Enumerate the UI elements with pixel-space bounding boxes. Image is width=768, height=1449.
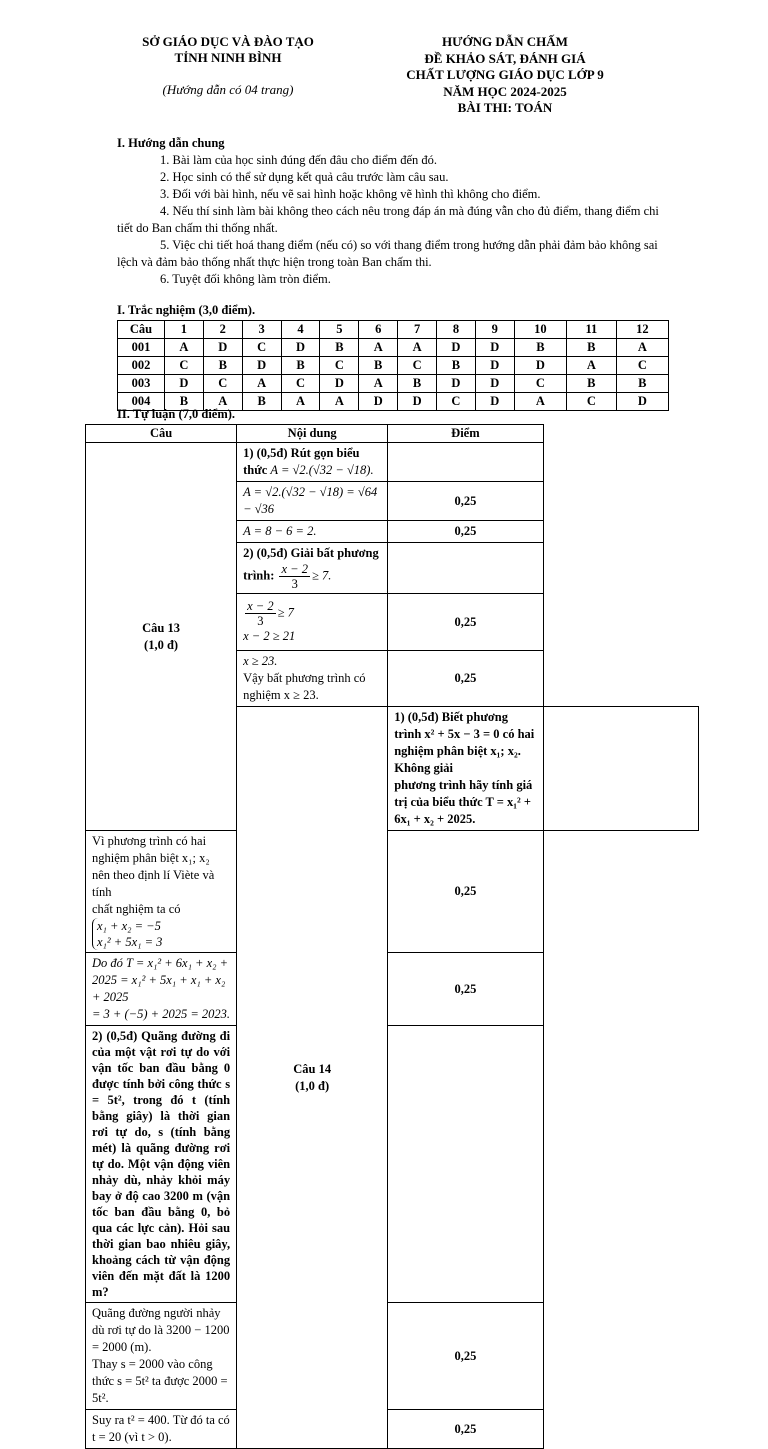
table-cell: 001 — [118, 339, 165, 357]
table-header-cell: 3 — [242, 321, 281, 339]
table-cell: B — [514, 339, 566, 357]
q14-part2-step: Quãng đường người nhảy dù rơi tự do là 3200 − 1200 = 2000 (m). Thay s = 2000 vào công thức s = 5t² ta được 2000 = 5t². — [86, 1303, 237, 1410]
column-header-points: Điểm — [388, 425, 543, 443]
guidance-item: 5. Việc chi tiết hoá thang điểm (nếu có) so với thang điểm trong hướng dẫn phải đảm bảo không sai lệch và đảm bảo thống nhất thực hiện trong toàn Ban chấm thi. — [117, 238, 658, 269]
guidance-item: 6. Tuyệt đối không làm tròn điểm. — [160, 272, 331, 286]
table-cell: D — [165, 375, 204, 393]
q13-part1-step: A = √2.(√32 − √18) = √64 − √36 — [237, 482, 388, 521]
table-row — [86, 443, 699, 482]
table-cell: B — [242, 393, 281, 411]
points-cell — [388, 543, 543, 594]
multiple-choice-heading: I. Trắc nghiệm (3,0 điểm). — [117, 303, 256, 317]
table-header-cell: 6 — [359, 321, 398, 339]
table-cell: A — [567, 357, 617, 375]
q14-part2-step: Suy ra t² = 400. Từ đó ta có t = 20 (vì t > 0). — [86, 1410, 237, 1449]
table-cell: D — [437, 339, 476, 357]
guidance-item: 2. Học sinh có thể sử dụng kết quả câu trước làm câu sau. — [160, 170, 449, 184]
guidance-item: 1. Bài làm của học sinh đúng đến đâu cho điểm đến đó. — [160, 153, 438, 167]
department-name: SỞ GIÁO DỤC VÀ ĐÀO TẠO — [142, 34, 314, 49]
table-cell: A — [359, 375, 398, 393]
table-cell: A — [242, 375, 281, 393]
points-cell: 0,25 — [388, 953, 543, 1026]
table-row — [86, 953, 699, 1026]
table-cell: C — [398, 357, 437, 375]
table-cell: B — [616, 375, 668, 393]
q14-part1-prompt: 1) (0,5đ) Biết phương trình x² + 5x − 3 = 0 có hai nghiệm phân biệt x₁; x₂. Không giải phương trình hãy tính giá trị của biểu thức T = x₁² + 6x₁ + x₂ + 2025. — [388, 707, 543, 831]
q14-part2-prompt: 2) (0,5đ) Quãng đường đi của một vật rơi tự do với vận tốc ban đầu bằng 0 được tính bởi công thức s = 5t², trong đó t (tính bằng giây) là thời gian rơi tự do, s (tính bằng mét) là quãng đường rơi tự do. Một vận động viên nhảy dù, nhảy khỏi máy bay ở độ cao 3200 m (vận tốc ban đầu bằng 0, bỏ qua các lực cản). Hỏi sau thời gian bao nhiêu giây, khoảng cách từ vận động viên đến mặt đất là 1200 m? — [86, 1026, 237, 1303]
table-cell: A — [165, 339, 204, 357]
table-cell: D — [475, 339, 514, 357]
question-label-14: Câu 14 (1,0 đ) — [237, 707, 388, 1449]
fraction: $\frac{x - 2}{3}$ — [281, 562, 308, 591]
exam-subtitle: CHẤT LƯỢNG GIÁO DỤC LỚP 9 — [406, 67, 604, 82]
header-left — [118, 34, 338, 98]
subject: BÀI THI: TOÁN — [457, 100, 553, 115]
table-cell: C — [203, 375, 242, 393]
table-cell: 004 — [118, 393, 165, 411]
table-cell: C — [514, 375, 566, 393]
table-header-cell: 9 — [475, 321, 514, 339]
table-cell: 003 — [118, 375, 165, 393]
multiple-choice-answer-table — [117, 320, 669, 411]
table-cell: C — [165, 357, 204, 375]
header-right — [380, 34, 630, 117]
table-row — [86, 1026, 699, 1303]
table-cell: B — [567, 375, 617, 393]
q13-part2-step: x ≥ 23. Vậy bất phương trình có nghiệm x ≥ 23. — [237, 651, 388, 707]
fraction: $\frac{x - 2}{3}$ — [247, 599, 274, 628]
essay-grading-table — [85, 424, 699, 1449]
points-cell: 0,25 — [388, 831, 543, 953]
points-cell — [388, 1026, 543, 1303]
table-cell: C — [616, 357, 668, 375]
table-header-cell: 8 — [437, 321, 476, 339]
table-cell: D — [475, 393, 514, 411]
table-cell: C — [242, 339, 281, 357]
table-cell: A — [320, 393, 359, 411]
q13-part1-prompt: 1) (0,5đ) Rút gọn biểu thức A = √2.(√32 − √18). — [237, 443, 388, 482]
points-cell — [543, 707, 698, 831]
table-cell: B — [320, 339, 359, 357]
guidance-item: 4. Nếu thí sinh làm bài không theo cách nêu trong đáp án mà đúng vẫn cho đủ điểm, thang điểm chi tiết do Ban chấm thi thống nhất. — [117, 204, 659, 235]
table-cell: A — [359, 339, 398, 357]
table-cell: B — [281, 357, 320, 375]
guidance-item: 3. Đối với bài hình, nếu vẽ sai hình hoặc không vẽ hình thì không cho điểm. — [160, 187, 541, 201]
table-header-row — [118, 321, 669, 339]
table-cell: C — [281, 375, 320, 393]
table-header-cell: 5 — [320, 321, 359, 339]
table-header-cell: 12 — [616, 321, 668, 339]
table-cell: A — [281, 393, 320, 411]
table-cell: B — [398, 375, 437, 393]
table-cell: C — [320, 357, 359, 375]
table-cell: A — [203, 393, 242, 411]
province-name: TỈNH NINH BÌNH — [174, 50, 282, 65]
table-header-cell: Câu — [118, 321, 165, 339]
table-cell: D — [242, 357, 281, 375]
table-header-cell: 2 — [203, 321, 242, 339]
table-cell: D — [616, 393, 668, 411]
points-cell: 0,25 — [388, 651, 543, 707]
school-year: NĂM HỌC 2024-2025 — [443, 83, 567, 99]
points-cell: 0,25 — [388, 1303, 543, 1410]
table-row — [86, 1410, 699, 1449]
table-cell: A — [616, 339, 668, 357]
table-header-row — [86, 425, 699, 443]
table-cell: 002 — [118, 357, 165, 375]
table-cell: D — [475, 375, 514, 393]
q14-part1-step: Vì phương trình có hai nghiệm phân biệt x₁; x₂ nên theo định lí Viète và tính chất nghiệm ta có x₁ + x₂ = −5 x₁² + 5x₁ = 3 — [86, 831, 237, 953]
q13-part1-step: A = 8 − 6 = 2. — [237, 521, 388, 543]
table-row — [86, 1303, 699, 1410]
table-cell: A — [398, 339, 437, 357]
table-cell: C — [567, 393, 617, 411]
table-row — [118, 357, 669, 375]
table-cell: D — [281, 339, 320, 357]
question-label-13: Câu 13 (1,0 đ) — [86, 443, 237, 831]
table-cell: D — [320, 375, 359, 393]
q14-part1-step: Do đó T = x₁² + 6x₁ + x₂ + 2025 = x₁² + 5x₁ + x₁ + x₂ + 2025 = 3 + (−5) + 2025 = 2023. — [86, 953, 237, 1026]
table-cell: D — [203, 339, 242, 357]
points-cell: 0,25 — [388, 482, 543, 521]
equation-system: x₁ + x₂ = −5 x₁² + 5x₁ = 3 — [92, 918, 162, 950]
table-row — [118, 375, 669, 393]
table-row — [86, 831, 699, 953]
table-cell: D — [437, 375, 476, 393]
points-cell: 0,25 — [388, 521, 543, 543]
table-cell: D — [514, 357, 566, 375]
q13-part2-step: $\frac{x - 2}{3}$ ≥ 7 x − 2 ≥ 21 — [237, 594, 388, 651]
table-header-cell: 1 — [165, 321, 204, 339]
table-header-cell: 11 — [567, 321, 617, 339]
table-cell: B — [567, 339, 617, 357]
table-cell: D — [475, 357, 514, 375]
table-cell: D — [398, 393, 437, 411]
q13-part2-prompt: 2) (0,5đ) Giải bất phương trình: $\frac{x - 2}{3}$ ≥ 7. — [237, 543, 388, 594]
table-header-cell: 4 — [281, 321, 320, 339]
table-cell: B — [437, 357, 476, 375]
column-header-content: Nội dung — [237, 425, 388, 443]
exam-type: ĐỀ KHẢO SÁT, ĐÁNH GIÁ — [424, 50, 586, 66]
points-cell — [388, 443, 543, 482]
general-guidance-list — [117, 152, 677, 288]
essay-heading: II. Tự luận (7,0 điểm). — [117, 407, 236, 421]
column-header-question: Câu — [86, 425, 237, 443]
table-row — [118, 339, 669, 357]
table-cell: B — [359, 357, 398, 375]
table-cell: B — [165, 393, 204, 411]
table-cell: C — [437, 393, 476, 411]
table-header-cell: 7 — [398, 321, 437, 339]
table-cell: A — [514, 393, 566, 411]
table-header-cell: 10 — [514, 321, 566, 339]
page-count-note: (Hướng dẫn có 04 trang) — [162, 82, 294, 97]
table-cell: B — [203, 357, 242, 375]
points-cell: 0,25 — [388, 594, 543, 651]
doc-title: HƯỚNG DẪN CHẤM — [442, 34, 568, 49]
general-guidance-heading: I. Hướng dẫn chung — [117, 136, 225, 150]
points-cell: 0,25 — [388, 1410, 543, 1449]
table-cell: D — [359, 393, 398, 411]
